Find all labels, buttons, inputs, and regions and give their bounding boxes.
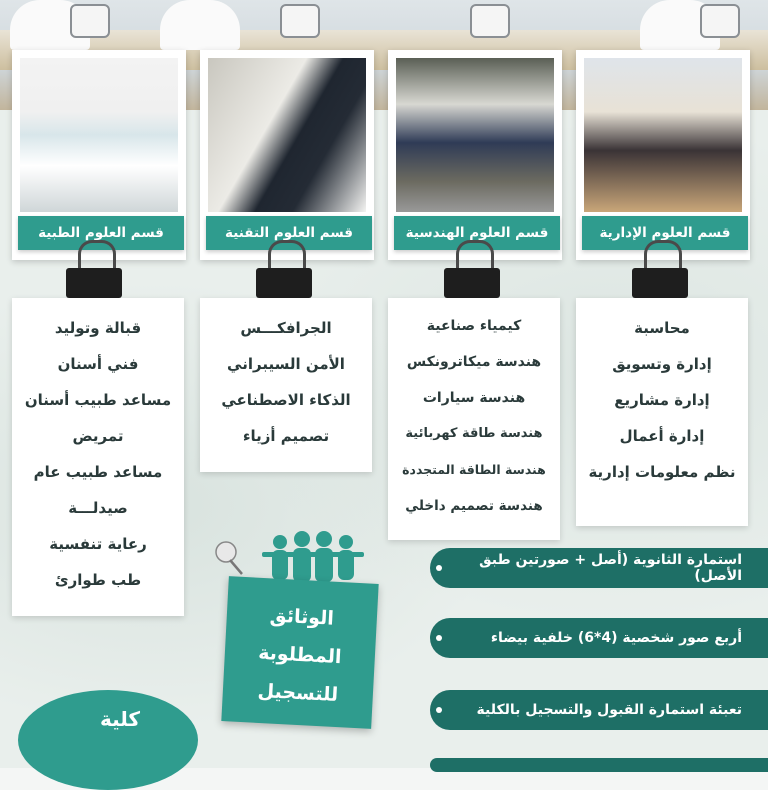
program-item: مساعد طبيب أسنان: [24, 391, 172, 409]
program-item: تصميم أزياء: [242, 427, 330, 445]
program-item: الذكاء الاصطناعي: [221, 391, 351, 409]
bullet-icon: [436, 707, 442, 713]
docs-title-line: للتسجيل: [257, 679, 339, 707]
tech-photo: [208, 58, 366, 212]
program-item: كيمياء صناعية: [426, 318, 522, 334]
pushpin-icon: [212, 540, 248, 576]
admin-photo: [584, 58, 742, 212]
binder-clip-icon: [66, 262, 122, 302]
requirement-band: [430, 618, 768, 658]
required-documents-box: [221, 576, 378, 729]
program-item: إدارة أعمال: [619, 427, 705, 445]
requirement-text: استمارة الثانوية (أصل + صورتين طبق الأصل): [479, 552, 742, 584]
microscope-icon: [70, 4, 110, 38]
microscope-icon: [280, 4, 320, 38]
program-item: هندسة تصميم داخلي: [405, 498, 543, 514]
requirement-band: [430, 548, 768, 588]
docs-title-line: المطلوبة: [257, 641, 342, 669]
requirement-band: [430, 690, 768, 730]
program-item: إدارة مشاريع: [614, 391, 710, 409]
student-figure: [160, 0, 240, 50]
program-item: طب طوارئ: [54, 571, 142, 589]
program-item: صيدلـــة: [68, 499, 128, 517]
program-list-admin: [576, 298, 748, 526]
program-list-engineering: [388, 298, 560, 540]
program-item: فني أسنان: [57, 355, 139, 373]
program-list-tech: [200, 298, 372, 472]
program-item: رعاية تنفسية: [49, 535, 147, 553]
engineering-photo: [396, 58, 554, 212]
program-item: هندسة طاقة كهربائية: [405, 426, 543, 441]
binder-clip-icon: [444, 262, 500, 302]
program-list-medical: [12, 298, 184, 616]
program-item: الجرافكـــس: [240, 319, 332, 337]
bullet-icon: [436, 635, 442, 641]
program-item: هندسة سيارات: [422, 390, 526, 406]
microscope-icon: [470, 4, 510, 38]
people-icon: [258, 530, 368, 585]
microscope-icon: [700, 4, 740, 38]
bullet-icon: [436, 565, 442, 571]
binder-clip-icon: [256, 262, 312, 302]
medical-photo: [20, 58, 178, 212]
program-item: قبالة وتوليد: [54, 319, 142, 337]
program-item: هندسة ميكاترونكس: [406, 354, 542, 370]
program-item: هندسة الطاقة المتجددة: [402, 462, 546, 477]
requirement-band: [430, 758, 768, 772]
program-item: مساعد طبيب عام: [33, 463, 163, 481]
dept-label-admin: قسم العلوم الإدارية: [582, 216, 748, 250]
requirement-text: تعبئة استمارة القبول والتسجيل بالكلية: [476, 702, 742, 718]
dept-label-medical: قسم العلوم الطبية: [18, 216, 184, 250]
program-item: نظم معلومات إدارية: [588, 463, 736, 481]
dept-label-engineering: قسم العلوم الهندسية: [394, 216, 560, 250]
program-item: إدارة وتسويق: [612, 355, 712, 373]
college-logo-text: كلية: [99, 707, 141, 731]
dept-label-tech: قسم العلوم التقنية: [206, 216, 372, 250]
program-item: تمريض: [72, 427, 124, 445]
binder-clip-icon: [632, 262, 688, 302]
program-item: الأمن السيبراني: [227, 355, 345, 373]
docs-title-line: الوثائق: [269, 604, 335, 630]
requirement-text: أربع صور شخصية (4*6) خلفية بيضاء: [490, 630, 742, 646]
program-item: محاسبة: [634, 319, 690, 337]
